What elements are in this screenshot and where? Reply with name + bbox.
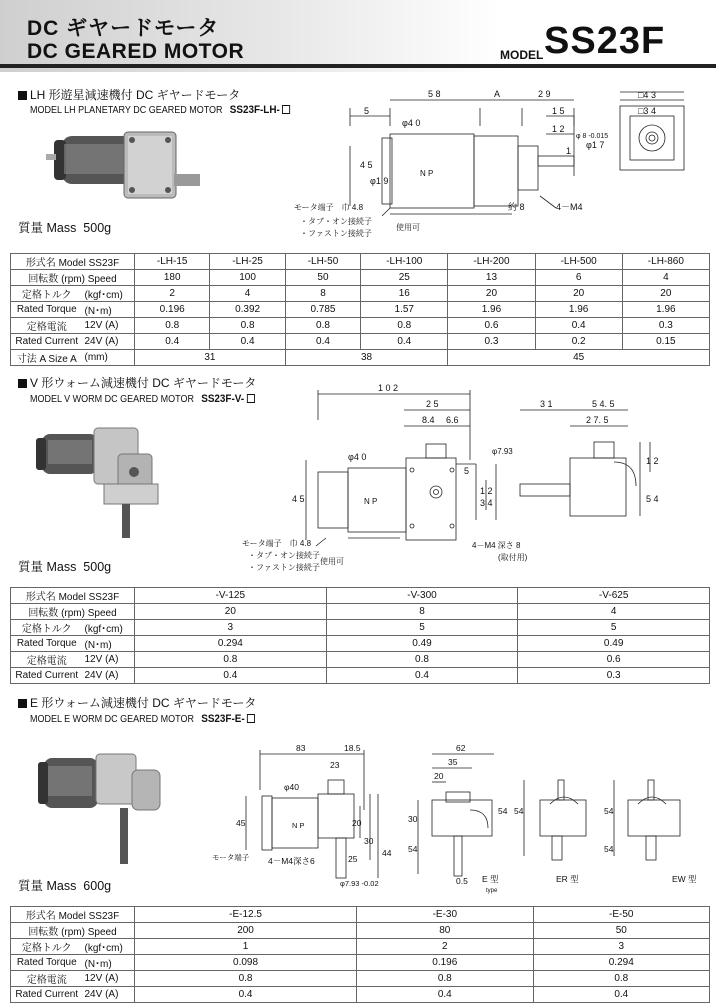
svg-text:N P: N P [364, 497, 378, 506]
svg-text:44: 44 [382, 848, 392, 858]
svg-text:25: 25 [348, 854, 358, 864]
svg-text:E 型: E 型 [482, 874, 499, 884]
lh-dimension-drawing [290, 86, 710, 246]
table-row: Rated Torque (N･m) 0.196 0.392 0.785 1.57 1.96 1.96 1.96 [11, 302, 710, 318]
svg-text:54: 54 [604, 844, 614, 854]
table-row: 回転数 (rpm) Speed 180 100 50 25 13 6 4 [11, 270, 710, 286]
svg-text:62: 62 [456, 743, 466, 753]
table-row: Rated Torque (N･m) 0.098 0.196 0.294 [11, 955, 710, 971]
svg-text:φ1 7: φ1 7 [586, 140, 605, 150]
svg-text:35: 35 [448, 757, 458, 767]
variant-box-icon [247, 714, 255, 723]
svg-text:54: 54 [604, 806, 614, 816]
svg-text:3 4: 3 4 [480, 498, 493, 508]
e-mass: 質量 Mass 600g [18, 879, 112, 893]
svg-text:φ1 9: φ1 9 [370, 176, 389, 186]
header-rule [0, 64, 716, 68]
svg-text:2 5: 2 5 [426, 399, 439, 409]
svg-text:54: 54 [514, 806, 524, 816]
svg-text:1 2: 1 2 [480, 486, 493, 496]
svg-text:φ40: φ40 [284, 782, 299, 792]
v-dimension-drawing [240, 380, 710, 576]
svg-text:使用可: 使用可 [396, 223, 420, 232]
svg-text:モータ端子 巾 4.8: モータ端子 巾 4.8 [242, 539, 312, 548]
svg-text:6.6: 6.6 [446, 415, 459, 425]
svg-text:φ4 0: φ4 0 [402, 118, 421, 128]
table-row: 定格電流 12V (A) 0.8 0.8 0.8 0.8 0.6 0.4 0.3 [11, 318, 710, 334]
svg-text:83: 83 [296, 743, 306, 753]
svg-text:type: type [486, 888, 498, 894]
svg-text:・ファストン接続子: ・ファストン接続子 [300, 229, 372, 238]
bullet-square-icon [18, 91, 27, 100]
lh-mass: 質量 Mass 500g [18, 221, 112, 235]
svg-text:5: 5 [464, 466, 470, 476]
e-dimension-drawing [210, 740, 710, 900]
table-row: 寸法 A Size A (mm) 31 38 45 [11, 350, 710, 366]
title-english: DC GEARED MOTOR [27, 40, 245, 63]
svg-text:・タブ・オン接続子: ・タブ・オン接続子 [300, 217, 372, 226]
svg-text:30: 30 [364, 836, 374, 846]
svg-text:30: 30 [408, 814, 418, 824]
svg-text:4－M4深さ6: 4－M4深さ6 [268, 856, 315, 866]
svg-text:モータ端子 巾 4.8: モータ端子 巾 4.8 [294, 203, 364, 212]
svg-text:54: 54 [498, 806, 508, 816]
table-row: Rated Current 24V (A) 0.4 0.4 0.3 [11, 668, 710, 684]
table-row: 形式名 Model SS23F -LH-15 -LH-25 -LH-50 -LH-100 -LH-200 -LH-500 -LH-860 [11, 254, 710, 270]
lh-motor-photo [42, 118, 212, 228]
v-mass: 質量 Mass 500g [18, 560, 112, 574]
lh-spec-table [10, 253, 710, 366]
svg-text:20: 20 [352, 818, 362, 828]
svg-text:4－M4: 4－M4 [556, 202, 583, 212]
svg-text:23: 23 [330, 760, 340, 770]
table-row: Rated Current 24V (A) 0.4 0.4 0.4 0.4 0.3 0.2 0.15 [11, 334, 710, 350]
table-row: 形式名 Model SS23F -E-12.5 -E-30 -E-50 [11, 907, 710, 923]
svg-text:54: 54 [408, 844, 418, 854]
e-heading-en: MODEL E WORM DC GEARED MOTOR SS23F-E- [30, 713, 255, 725]
svg-text:1: 1 [566, 146, 572, 156]
svg-text:約 8: 約 8 [508, 202, 525, 212]
bullet-square-icon [18, 699, 27, 708]
svg-text:使用可: 使用可 [320, 557, 344, 566]
svg-text:1 2: 1 2 [646, 456, 659, 466]
lh-heading-en: MODEL LH PLANETARY DC GEARED MOTOR SS23F-LH- [30, 104, 290, 116]
model-number: SS23F [544, 20, 666, 62]
svg-text:1 2: 1 2 [552, 124, 565, 134]
svg-text:5 8: 5 8 [428, 89, 441, 99]
svg-text:20: 20 [434, 771, 444, 781]
table-row: 定格トルク (kgf･cm) 2 4 8 16 20 20 20 [11, 286, 710, 302]
svg-text:モータ端子: モータ端子 [212, 853, 250, 862]
v-motor-photo [34, 418, 174, 548]
svg-text:EW 型: EW 型 [672, 874, 697, 884]
v-heading-en: MODEL V WORM DC GEARED MOTOR SS23F-V- [30, 393, 255, 405]
svg-text:3 1: 3 1 [540, 399, 553, 409]
svg-text:5 4. 5: 5 4. 5 [592, 399, 615, 409]
e-spec-table [10, 906, 710, 1003]
table-row: Rated Current 24V (A) 0.4 0.4 0.4 [11, 987, 710, 1003]
svg-text:4 5: 4 5 [360, 160, 373, 170]
svg-text:45: 45 [236, 818, 246, 828]
svg-text:・ファストン接続子: ・ファストン接続子 [248, 563, 320, 572]
page-header [0, 0, 716, 72]
svg-text:8.4: 8.4 [422, 415, 435, 425]
bullet-square-icon [18, 379, 27, 388]
table-row: 回転数 (rpm) Speed 20 8 4 [11, 604, 710, 620]
table-row: 回転数 (rpm) Speed 200 80 50 [11, 923, 710, 939]
table-row: 定格トルク (kgf･cm) 1 2 3 [11, 939, 710, 955]
e-motor-photo [34, 740, 174, 870]
v-heading-jp: V 形ウォーム減速機付 DC ギヤードモータ [18, 374, 256, 391]
svg-text:18.5: 18.5 [344, 743, 361, 753]
svg-text:5 4: 5 4 [646, 494, 659, 504]
svg-text:5: 5 [364, 106, 370, 116]
table-row: 形式名 Model SS23F -V-125 -V-300 -V-625 [11, 588, 710, 604]
svg-text:□3 4: □3 4 [638, 106, 656, 116]
svg-text:2 9: 2 9 [538, 89, 551, 99]
table-row: 定格電流 12V (A) 0.8 0.8 0.8 [11, 971, 710, 987]
svg-text:φ7.93: φ7.93 [492, 447, 513, 456]
svg-text:φ7.93 -0.02: φ7.93 -0.02 [340, 879, 379, 888]
svg-text:2 7. 5: 2 7. 5 [586, 415, 609, 425]
table-row: Rated Torque (N･m) 0.294 0.49 0.49 [11, 636, 710, 652]
table-row: 定格トルク (kgf･cm) 3 5 5 [11, 620, 710, 636]
title-japanese: DC ギヤードモータ [27, 17, 220, 40]
svg-text:N P: N P [420, 169, 434, 178]
svg-text:(取付用): (取付用) [498, 553, 528, 562]
svg-text:・タブ・オン接続子: ・タブ・オン接続子 [248, 551, 320, 560]
svg-text:□4 3: □4 3 [638, 90, 656, 100]
v-spec-table [10, 587, 710, 684]
svg-text:0.5: 0.5 [456, 876, 468, 886]
svg-text:1 5: 1 5 [552, 106, 565, 116]
svg-text:4－M4 深さ 8: 4－M4 深さ 8 [472, 541, 521, 550]
e-heading-jp: E 形ウォーム減速機付 DC ギヤードモータ [18, 694, 256, 711]
svg-text:φ4 0: φ4 0 [348, 452, 367, 462]
svg-text:A: A [494, 89, 501, 99]
lh-heading-jp: LH 形遊星減速機付 DC ギヤードモータ [18, 86, 240, 103]
svg-text:φ 8 -0.015: φ 8 -0.015 [576, 133, 609, 140]
svg-text:4 5: 4 5 [292, 494, 305, 504]
svg-text:1 0 2: 1 0 2 [378, 383, 399, 393]
model-label: MODEL [500, 48, 544, 62]
table-row: 定格電流 12V (A) 0.8 0.8 0.6 [11, 652, 710, 668]
svg-text:ER 型: ER 型 [556, 874, 579, 884]
svg-text:N P: N P [292, 821, 305, 830]
